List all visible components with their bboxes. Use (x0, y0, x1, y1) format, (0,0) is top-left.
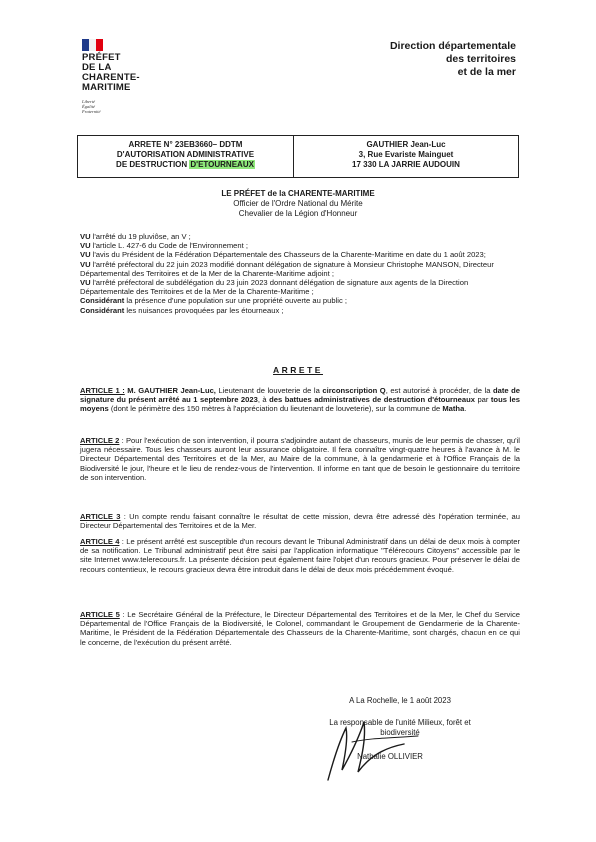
recipient-address (294, 136, 518, 177)
vu-considerant-block (80, 232, 520, 315)
vu-lead: VU (80, 278, 91, 288)
decree-ref-line: ARRETE N° 23EB3660– DDTM (128, 140, 243, 149)
recipient-city: 17 330 LA JARRIE AUDOUIN (352, 160, 460, 169)
considerant-line (80, 306, 520, 315)
signatory-name: Nathalie OLLIVIER (357, 752, 423, 761)
prefet-distinction: Chevalier de la Légion d'Honneur (238, 209, 358, 218)
highlighted-word: D'ETOURNEAUX (190, 160, 254, 169)
flag-white (89, 39, 96, 51)
motto-line: Fraternité (82, 109, 101, 114)
place-date: A La Rochelle, le 1 août 2023 (349, 696, 451, 705)
article-label: ARTICLE 1 : (80, 386, 125, 395)
vu-text: l'arrêté préfectoral de subdélégation du 23 juin 2023 donnant délégation de signature aux agents de la Direction Départementale des Territoires et de la Mer de la Charente-Maritime ; (80, 278, 469, 297)
article-1-battues: des battues administratives de destruction d'étourneaux (269, 395, 475, 405)
article-1-part: (dont le périmètre des 150 mètres à l'appréciation du lieutenant de louveterie), sur la commune de (108, 404, 443, 414)
motto-line: Égalité (82, 104, 95, 109)
article-1-part: , est autorisé à procéder, de la (385, 386, 493, 395)
decree-ref-text: DE DESTRUCTION (116, 160, 190, 169)
direction-header (390, 40, 516, 79)
motto-line: Liberté (82, 99, 95, 104)
vu-text: l'arrêté du 19 pluviôse, an V ; (90, 232, 191, 241)
role-line: biodiversité (380, 728, 420, 737)
vu-lead: VU (80, 241, 91, 251)
vu-line (80, 232, 520, 241)
decree-ref-line (78, 160, 293, 170)
recipient-name: GAUTHIER Jean-Luc (366, 140, 446, 149)
article-1-text (80, 386, 520, 414)
article-1-person: M. GAUTHIER Jean-Luc, (124, 386, 216, 395)
prefet-title: LE PRÉFET de la CHARENTE-MARITIME (221, 189, 375, 198)
article-label: ARTICLE 3 (80, 512, 121, 521)
article-1-part: , à (257, 395, 270, 405)
decree-header-box (77, 135, 519, 178)
article-label: ARTICLE 2 (80, 436, 120, 445)
vu-lead: VU (80, 259, 91, 269)
article-body: : Le Secrétaire Général de la Préfecture, le Directeur Départemental des Territoires et de la Mer, le Chef du Service Départemental de l'Office Français de la Biodiversité, le Colonel, commandant le Groupement de Gendarmerie de la Charente-Maritime, le Président de la Fédération Départementale des Chasseurs de la Charente-Maritime, sont chargés, chacun en ce qui le concerne, de l'exécution du présent arrêté. (80, 610, 520, 647)
logo-line: DE LA (82, 62, 112, 73)
vu-text: l'avis du Président de la Fédération Départementale des Chasseurs de la Charente-Maritime en date du 1 août 2023; (90, 250, 486, 260)
article-4-text (80, 537, 520, 574)
prefet-logo-text (82, 53, 140, 93)
vu-text: l'arrêté préfectoral du 22 juin 2023 modifié donnant délégation de signature à Monsieur Christophe MANSON, Directeur Départemental des Territoires et de la Mer de la Charente-Maritime adjoint ; (80, 259, 494, 278)
direction-line: des territoires (445, 53, 516, 65)
article-1-part: Lieutenant de louveterie de la (215, 386, 323, 395)
handwritten-signature-icon (300, 708, 440, 788)
article-label: ARTICLE 4 (80, 537, 120, 546)
considerant-text: la présence d'une population sur une propriété ouverte au public ; (124, 296, 347, 306)
recipient-street: 3, Rue Evariste Mainguet (358, 150, 454, 159)
article-3-text (80, 512, 520, 530)
logo-line: PRÉFET (82, 52, 121, 63)
vu-line (80, 241, 520, 250)
article-body: : Un compte rendu faisant connaître le résultat de cette mission, devra être adressé dès l'opération terminée, au Directeur Départemental des Territoires et de la Mer. (80, 512, 520, 531)
flag-blue (82, 39, 89, 51)
vu-line (80, 250, 520, 259)
article-3 (80, 512, 520, 530)
decree-reference (78, 136, 294, 177)
direction-line: et de la mer (457, 66, 516, 78)
article-1-circonscription: circonscription Q (322, 386, 386, 395)
considerant-lead: Considérant (80, 296, 125, 306)
article-1-part: par (474, 395, 491, 405)
direction-line: Direction départementale (389, 40, 516, 52)
considerant-lead: Considérant (80, 305, 125, 315)
vu-lead: VU (80, 232, 91, 241)
article-1-commune: Matha (442, 404, 465, 414)
article-1-means: tous les moyens (80, 395, 520, 414)
logo-line: MARITIME (82, 82, 131, 93)
considerant-text: les nuisances provoquées par les étourneaux ; (124, 305, 284, 315)
vu-line (80, 260, 520, 278)
article-1-part: . (464, 404, 467, 414)
article-label: ARTICLE 5 (80, 610, 120, 619)
vu-lead: VU (80, 250, 91, 260)
article-2 (80, 436, 520, 482)
article-1-period: date de signature du présent arrêté au 1 septembre 2023 (80, 386, 521, 405)
prefet-title-block (0, 189, 596, 219)
vu-line (80, 278, 520, 296)
article-5-text (80, 610, 520, 647)
vu-text: l'article L. 427-6 du Code de l'Environnement ; (90, 241, 248, 251)
decree-ref-line: D'AUTORISATION ADMINISTRATIVE (116, 150, 255, 159)
prefet-distinction: Officier de l'Ordre National du Mérite (233, 199, 363, 208)
article-4 (80, 537, 520, 574)
marianne-logo-icon (82, 38, 104, 50)
logo-line: CHARENTE- (82, 72, 140, 83)
role-line: La responsable de l'unité Milieux, forêt et (329, 718, 471, 727)
article-body: : Pour l'exécution de son intervention, il pourra s'adjoindre autant de chasseurs, munis de leur permis de chasser, qu'il jugera nécessaire. Tous les chasseurs auront leur assurance obligatoire. Il fera connaître vingt-quatre heures à l'avance à M. le Directeur Départemental des Territoires et de la Mer, au Maire de la commune, à la gendarmerie et à l'Office Français de la Biodiversité le jour, l'heure et le lieu de rendez-vous de l'intervention. Il informe en tant que de besoin le gestionnaire du territoire de son intervention. (80, 436, 520, 482)
article-1 (80, 386, 520, 414)
considerant-line (80, 296, 520, 305)
flag-red (96, 39, 103, 51)
article-5 (80, 610, 520, 647)
article-body: : Le présent arrêté est susceptible d'un recours devant le Tribunal Administratif dans un délai de deux mois à compter de sa notification. Le Tribunal administratif peut être saisi par l'application informatique "Télérecours Citoyens" accessible par le site Internet www.telerecours.fr. La présente décision peut également faire l'objet d'un recours gracieux. Pour préserver le délai de recours contentieux, le recours gracieux devra être introduit dans le délai de deux mois précédemment évoqué. (80, 537, 520, 574)
arrete-heading: ARRETE (273, 365, 323, 375)
republic-motto (82, 99, 101, 114)
article-2-text (80, 436, 520, 482)
